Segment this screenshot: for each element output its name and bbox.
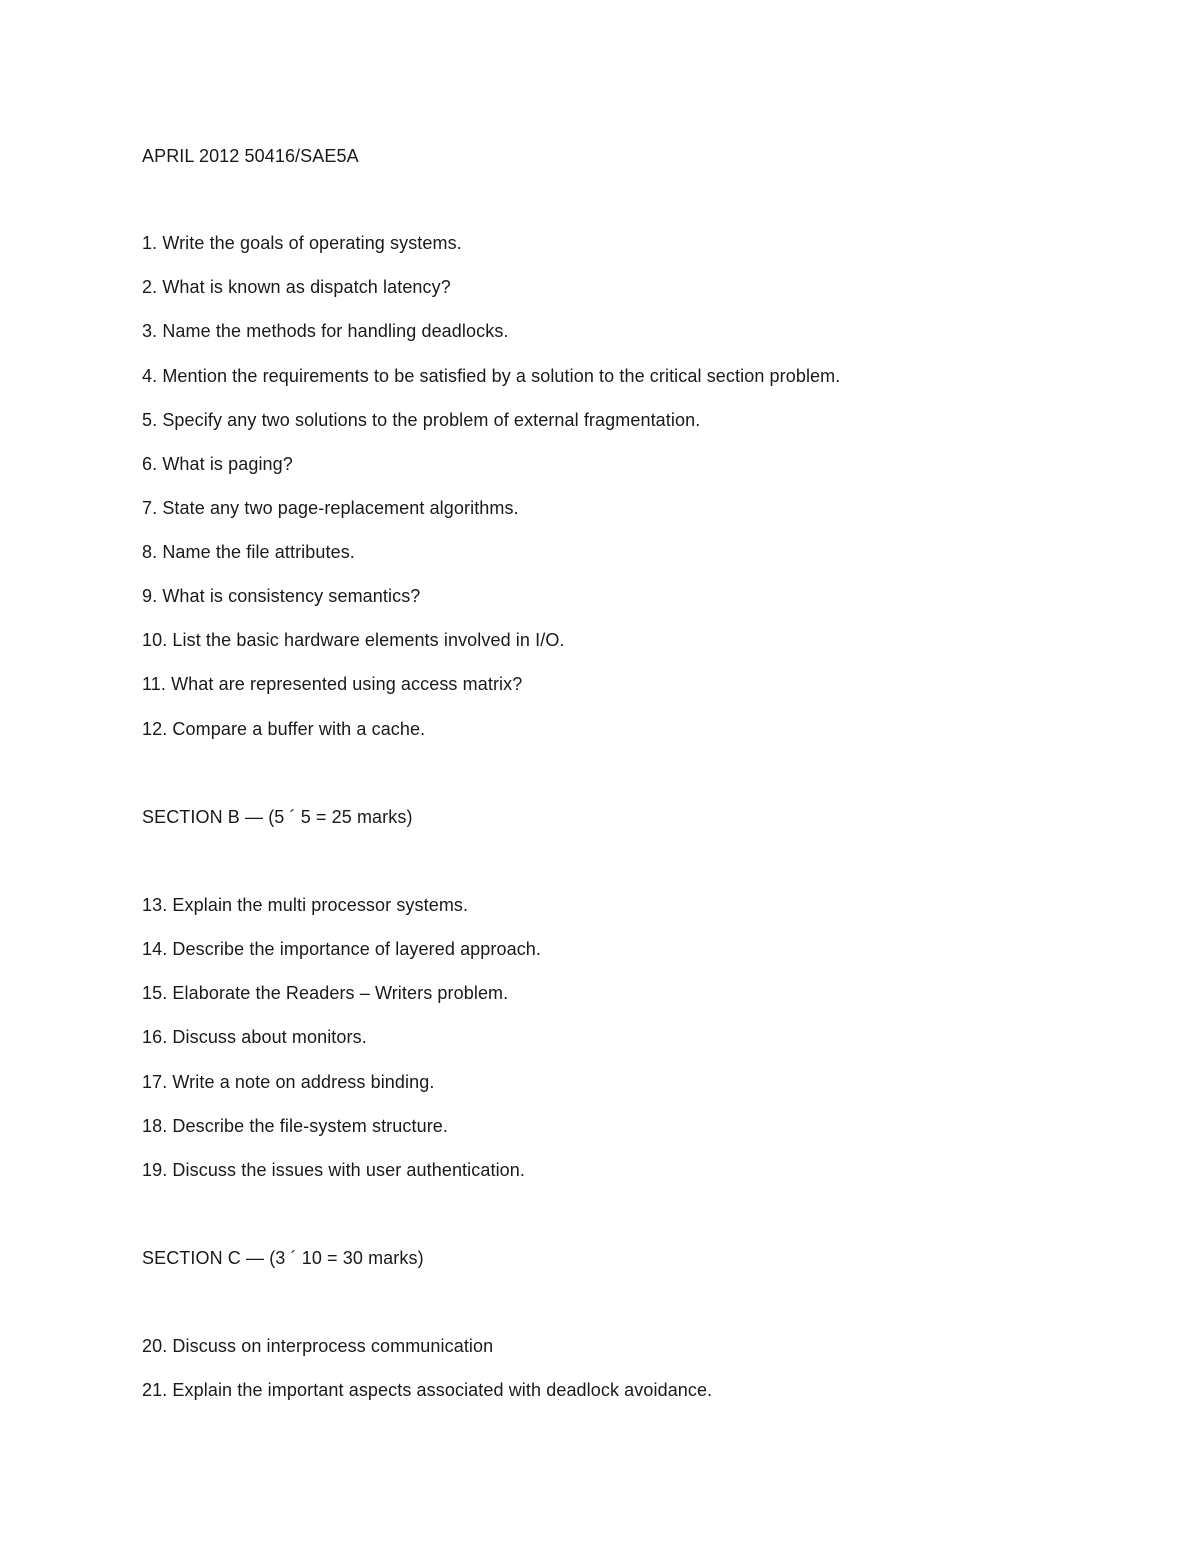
question-16: 16. Discuss about monitors. [142, 1027, 367, 1047]
question-1: 1. Write the goals of operating systems. [142, 233, 462, 253]
question-13: 13. Explain the multi processor systems. [142, 895, 469, 915]
question-21: 21. Explain the important aspects associated with deadlock avoidance. [142, 1380, 713, 1400]
question-5: 5. Specify any two solutions to the problem of external fragmentation. [142, 410, 701, 430]
question-4: 4. Mention the requirements to be satisfied by a solution to the critical section problem. [142, 366, 841, 386]
question-17: 17. Write a note on address binding. [142, 1072, 435, 1092]
question-18: 18. Describe the file-system structure. [142, 1116, 449, 1136]
question-3: 3. Name the methods for handling deadlocks. [142, 321, 509, 341]
question-11: 11. What are represented using access matrix? [142, 674, 523, 694]
exam-header: APRIL 2012 50416/SAE5A [142, 146, 359, 166]
question-6: 6. What is paging? [142, 454, 293, 474]
section-b-heading: SECTION B — (5 ´ 5 = 25 marks) [142, 807, 413, 827]
question-7: 7. State any two page-replacement algorithms. [142, 498, 519, 518]
question-2: 2. What is known as dispatch latency? [142, 277, 451, 297]
section-c-heading: SECTION C — (3 ´ 10 = 30 marks) [142, 1248, 424, 1268]
question-9: 9. What is consistency semantics? [142, 586, 421, 606]
question-8: 8. Name the file attributes. [142, 542, 355, 562]
question-10: 10. List the basic hardware elements involved in I/O. [142, 630, 565, 650]
question-14: 14. Describe the importance of layered approach. [142, 939, 542, 959]
question-15: 15. Elaborate the Readers – Writers problem. [142, 983, 509, 1003]
question-12: 12. Compare a buffer with a cache. [142, 719, 426, 739]
question-19: 19. Discuss the issues with user authentication. [142, 1160, 525, 1180]
question-20: 20. Discuss on interprocess communication [142, 1336, 494, 1356]
